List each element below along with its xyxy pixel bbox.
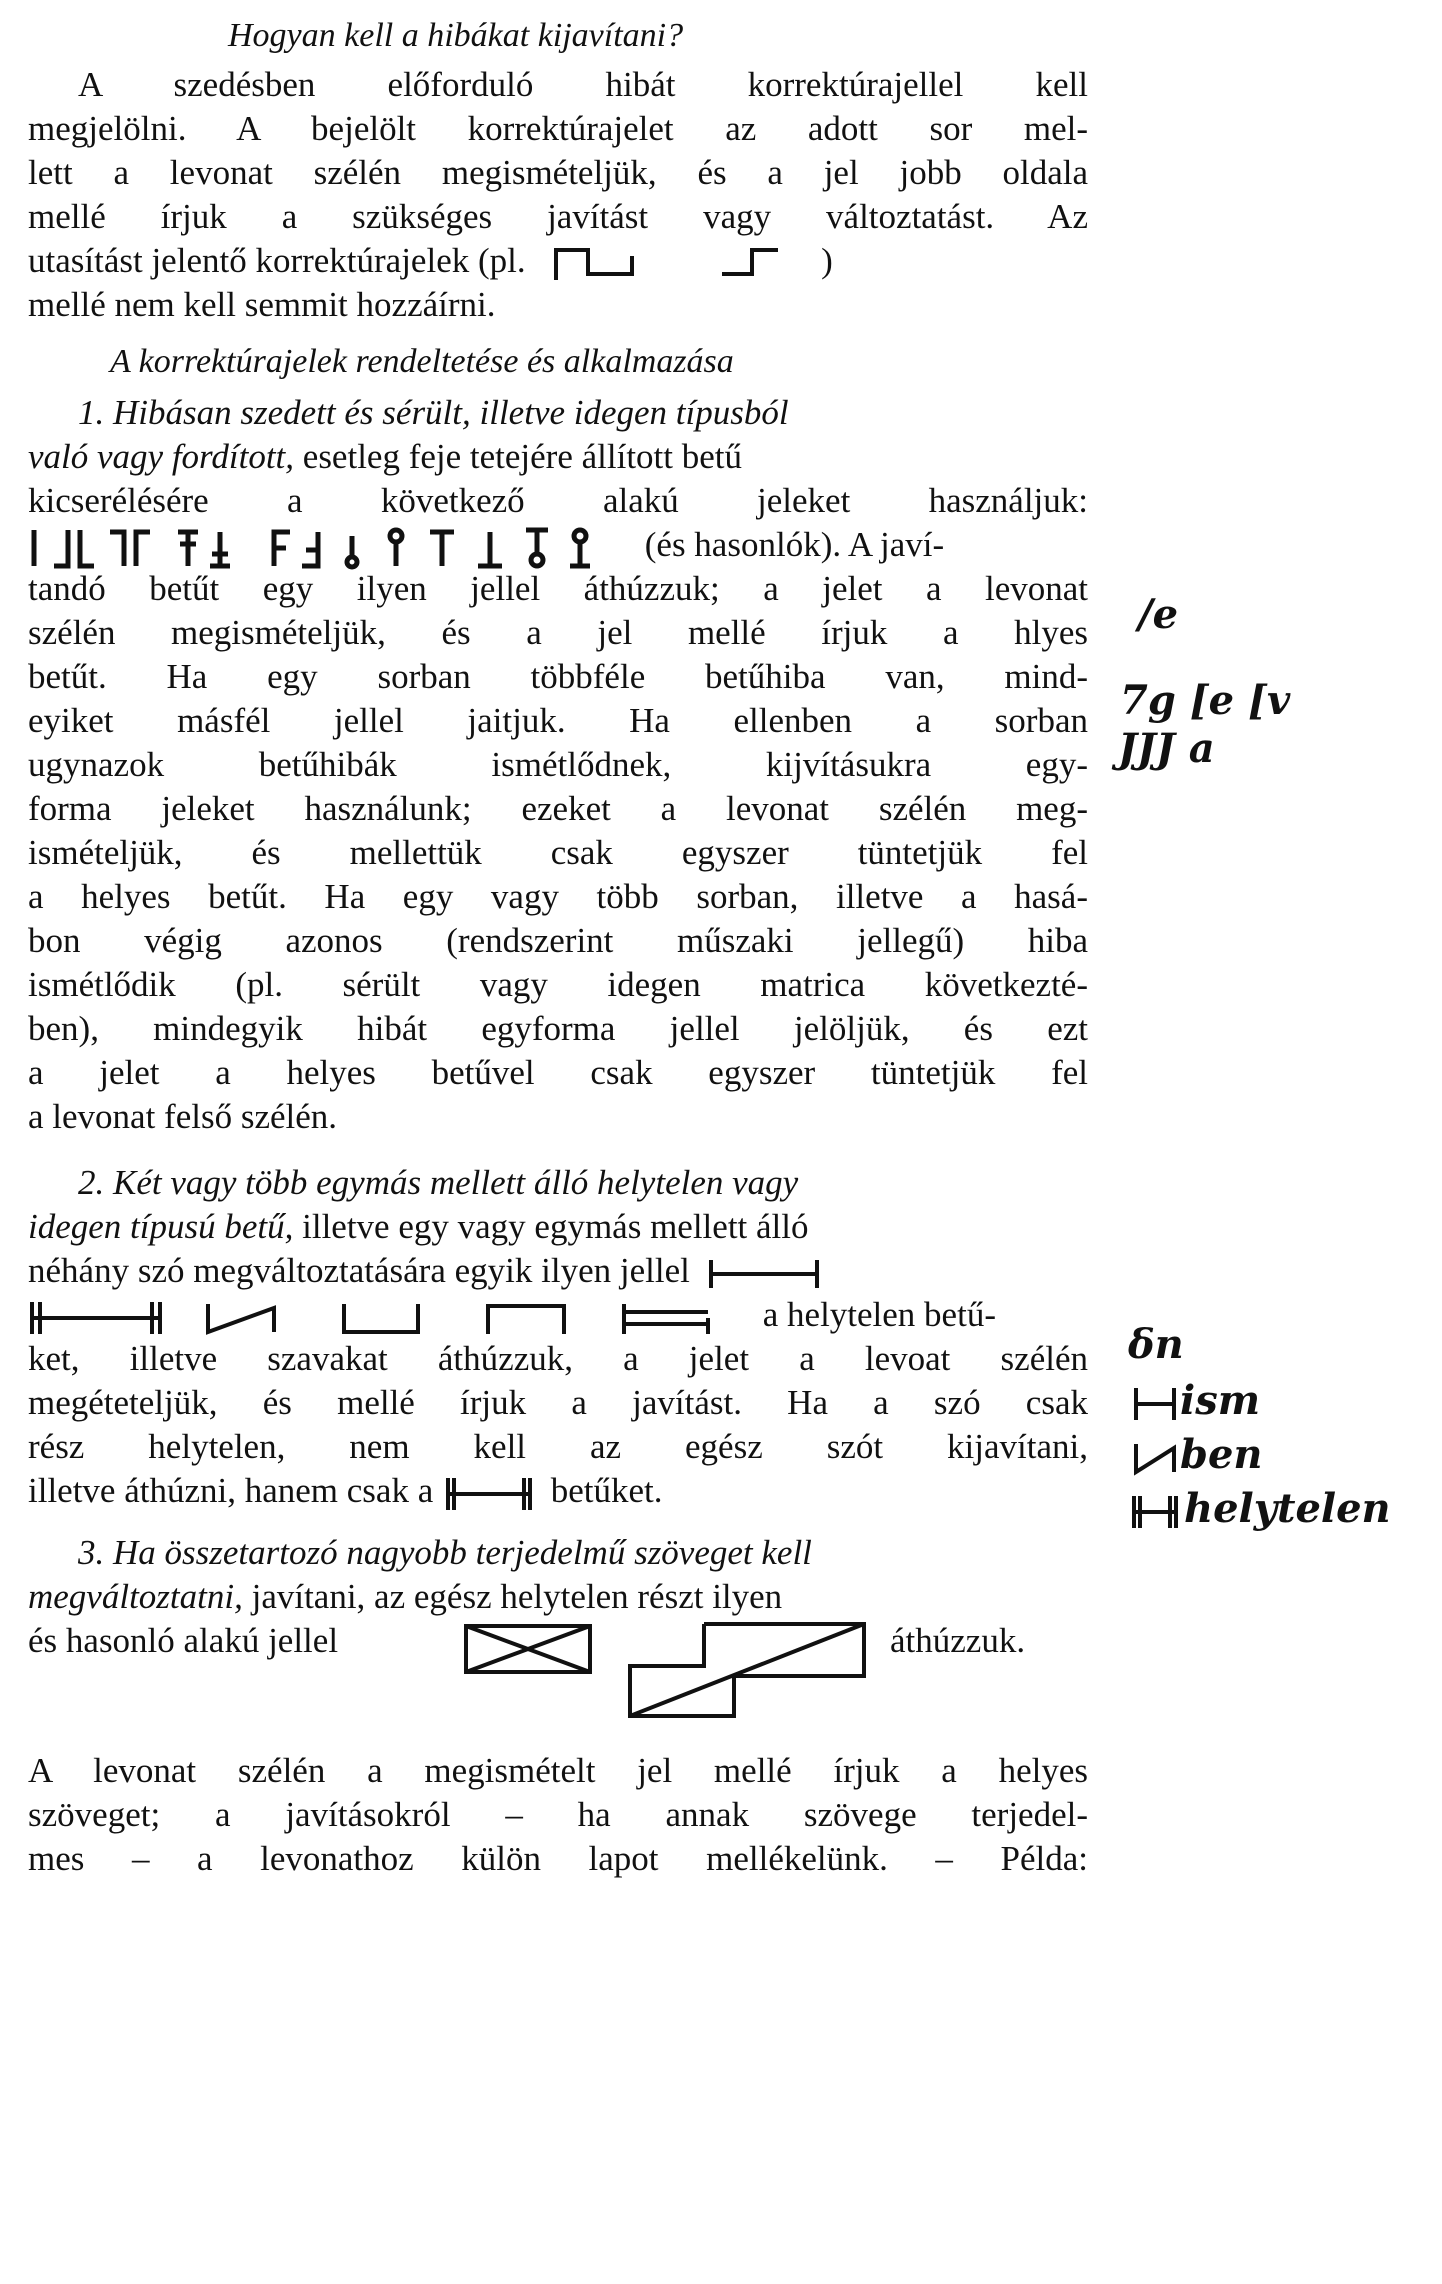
s1-line-16: a jelet a helyes betűvel csak egyszer tüntetjük fel: [28, 1053, 1088, 1092]
s1-line-3: kicserélésére a következő alakú jeleket használjuk:: [28, 481, 1088, 520]
margin-note-5-text: ism: [1180, 1377, 1261, 1424]
s2-line-3: [28, 1248, 1088, 1294]
letter-correction-marks-icon: [28, 526, 628, 570]
margin-note-3: JJJ a: [1118, 725, 1215, 772]
s1-line-2-text: esetleg feje tetejére állított betű: [294, 437, 743, 476]
s1-line-7: betűt. Ha egy sorban többféle betűhiba van, mind-: [28, 657, 1088, 696]
s1-line-13: bon végig azonos (rendszerint műszaki jellegű) hiba: [28, 921, 1088, 960]
s1-line-10: forma jeleket használunk; ezeket a levonat szélén meg-: [28, 789, 1088, 828]
crossed-box-small-icon: [460, 1620, 600, 1680]
s3-heading: 3. Ha összetartozó nagyobb terjedelmű szöveget kell: [78, 1533, 812, 1572]
intro-line-2: megjelölni. A bejelölt korrektúrajelet az adott sor mel-: [28, 109, 1088, 148]
s1-line-11: ismételjük, és mellettük csak egyszer tüntetjük fel: [28, 833, 1088, 872]
page-title: Hogyan kell a hibákat kijavítani?: [228, 17, 684, 54]
s2-line-2: [28, 1204, 1088, 1250]
s2-heading-cont: idegen típusú betű,: [28, 1207, 294, 1246]
crossed-box-large-icon: [624, 1620, 874, 1720]
margin-note-5: [1130, 1376, 1260, 1426]
margin-note-6: [1130, 1430, 1263, 1480]
intro-line-5-text: utasítást jelentő korrektúrajelek (pl.: [28, 241, 526, 280]
s2-line-7: rész helytelen, nem kell az egész szót kijavítani,: [28, 1427, 1088, 1466]
s3-heading-cont: megváltoztatni,: [28, 1577, 243, 1616]
s1-line-12: a helyes betűt. Ha egy vagy több sorban, illetve a hasá-: [28, 877, 1088, 916]
s1-line-17: a levonat felső szélén.: [28, 1097, 338, 1136]
s3-line-1: [28, 1530, 1088, 1576]
s1-line-8: eyiket másfél jellel jaitjuk. Ha ellenben a sorban: [28, 701, 1088, 740]
intro-line-3: lett a levonat szélén megismételjük, és a jel jobb oldala: [28, 153, 1088, 192]
s2-line-8-text: illetve áthúzni, hanem csak a: [28, 1471, 434, 1510]
s2-line-3-text: néhány szó megváltoztatására egyik ilyen jellel: [28, 1251, 690, 1290]
s3-line-3-end: áthúzzuk.: [890, 1621, 1026, 1660]
s3-line-2: [28, 1574, 1088, 1620]
s2-line-4: [28, 1292, 1088, 1338]
margin-mark-6-icon: [1130, 1438, 1180, 1478]
margin-note-2: 7g [e [v: [1120, 677, 1291, 724]
margin-note-1: /e: [1138, 591, 1179, 638]
intro-line-5-close: ): [821, 241, 833, 280]
s2-line-5: ket, illetve szavakat áthúzzuk, a jelet a levoat szélén: [28, 1339, 1088, 1378]
closing-line-3: mes – a levonathoz külön lapot mellékelünk. – Példa:: [28, 1839, 1088, 1878]
s3-line-3: és hasonló alakú jellel: [28, 1621, 339, 1660]
intro-line-1: A szedésben előforduló hibát korrektúrajellel kell: [78, 65, 1088, 104]
s1-heading: 1. Hibásan szedett és sérült, illetve idegen típusból: [78, 393, 789, 432]
s1-line-4: [28, 522, 1088, 570]
margin-mark-5-icon: [1130, 1384, 1180, 1424]
s2-line-8: [28, 1468, 1088, 1514]
multi-letter-mark-icon: [707, 1256, 827, 1292]
s1-line-9: ugynazok betűhibák ismétlődnek, kijvításukra egy-: [28, 745, 1088, 784]
s3-line-2-text: javítani, az egész helytelen részt ilyen: [242, 1577, 783, 1616]
s2-line-6: megéteteljük, és mellé írjuk a javítást. Ha a szó csak: [28, 1383, 1088, 1422]
margin-note-6-text: ben: [1180, 1431, 1263, 1478]
intro-line-4: mellé írjuk a szükséges javítást vagy változtatást. Az: [28, 197, 1088, 236]
section-subtitle: A korrektúrajelek rendeltetése és alkalmazása: [110, 343, 734, 380]
s1-line-15: ben), mindegyik hibát egyforma jellel jelöljük, és ezt: [28, 1009, 1088, 1048]
s2-line-4-text: a helytelen betű-: [762, 1295, 996, 1334]
instruction-marks-icon: [552, 244, 812, 284]
s2-heading: 2. Két vagy több egymás mellett álló helytelen vagy: [78, 1163, 799, 1202]
word-correction-marks-icon: [28, 1298, 748, 1338]
s1-line-5: tandó betűt egy ilyen jellel áthúzzuk; a jelet a levonat: [28, 569, 1088, 608]
margin-note-4: δn: [1128, 1321, 1184, 1368]
margin-note-7-text: helytelen: [1184, 1485, 1391, 1532]
s2-line-2-text: illetve egy vagy egymás mellett álló: [293, 1207, 809, 1246]
s1-line-4-text: (és hasonlók). A javí-: [644, 525, 945, 564]
s1-line-14: ismétlődik (pl. sérült vagy idegen matrica következté-: [28, 965, 1088, 1004]
intro-line-6: mellé nem kell semmit hozzáírni.: [28, 285, 496, 324]
s1-line-1: [28, 390, 1088, 436]
s1-line-6: szélén megismételjük, és a jel mellé írjuk a hlyes: [28, 613, 1088, 652]
s2-line-8-end: betűket.: [550, 1471, 663, 1510]
s1-line-2: [28, 434, 1088, 480]
closing-line-2: szöveget; a javításokról – ha annak szövege terjedel-: [28, 1795, 1088, 1834]
margin-note-7: [1128, 1484, 1391, 1534]
intro-line-5: [28, 238, 1088, 284]
s2-line-1: [28, 1160, 1088, 1206]
s1-heading-cont: való vagy fordított,: [28, 437, 295, 476]
margin-mark-7-icon: [1128, 1492, 1184, 1532]
struck-letters-mark-icon: [442, 1476, 542, 1512]
closing-line-1: A levonat szélén a megismételt jel mellé írjuk a helyes: [28, 1751, 1088, 1790]
